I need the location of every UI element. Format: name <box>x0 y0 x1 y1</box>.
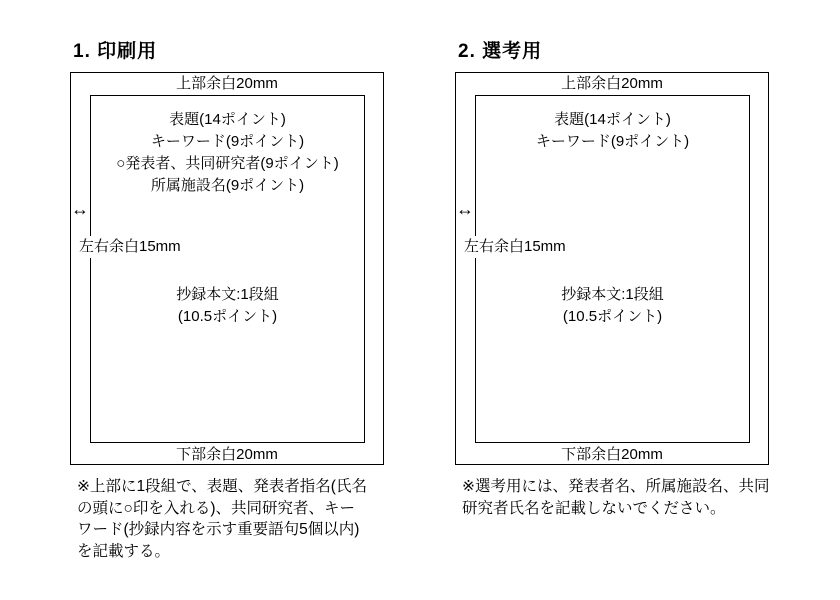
footnote-line: ※上部に1段組で、表題、発表者指名(氏名 <box>77 478 367 495</box>
body-point-line: (10.5ポイント) <box>177 308 278 325</box>
footnote-line: 研究者氏名を記載しないでください。 <box>462 499 726 517</box>
presenter-line: ○発表者、共同研究者(9ポイント) <box>116 155 339 172</box>
affiliation-line: 所属施設名(9ポイント) <box>150 177 305 194</box>
top-margin-label: 上部余白20mm <box>561 75 663 92</box>
bottom-margin-label: 下部余白20mm <box>561 446 663 463</box>
footnote <box>77 476 403 562</box>
body-line: 抄録本文:1段組 <box>176 286 279 303</box>
side-margin-label: 左右余白15mm <box>464 236 569 258</box>
keyword-line: キーワード(9ポイント) <box>150 133 305 150</box>
bottom-margin-label: 下部余白20mm <box>176 446 278 463</box>
left-right-arrow-icon: ↔ <box>456 199 474 219</box>
title-line: 表題(14ポイント) <box>169 111 286 128</box>
body-point-line: (10.5ポイント) <box>562 308 663 325</box>
header-area-labels <box>90 109 365 197</box>
body-line: 抄録本文:1段組 <box>561 286 664 303</box>
panel-print <box>60 0 405 600</box>
footnote-line: を記載する。 <box>77 542 171 560</box>
footnote-line: の頭に○印を入れる)、共同研究者、キー <box>77 499 356 517</box>
panel-print-title: 1. 印刷用 <box>73 41 158 62</box>
footnote-line: ※選考用には、発表者名、所属施設名、共同 <box>462 478 770 495</box>
keyword-line: キーワード(9ポイント) <box>535 133 690 150</box>
body-area-labels <box>90 284 365 328</box>
panel-screening-title: 2. 選考用 <box>458 41 543 62</box>
body-area-labels <box>475 284 750 328</box>
side-margin-label: 左右余白15mm <box>79 236 184 258</box>
footnote-line: ワード(抄録内容を示す重要語句5個以内) <box>77 521 360 538</box>
top-margin-label: 上部余白20mm <box>176 75 278 92</box>
header-area-labels <box>475 109 750 153</box>
footnote <box>462 476 788 519</box>
title-line: 表題(14ポイント) <box>554 111 671 128</box>
panel-screening <box>445 0 790 600</box>
left-right-arrow-icon: ↔ <box>71 199 89 219</box>
